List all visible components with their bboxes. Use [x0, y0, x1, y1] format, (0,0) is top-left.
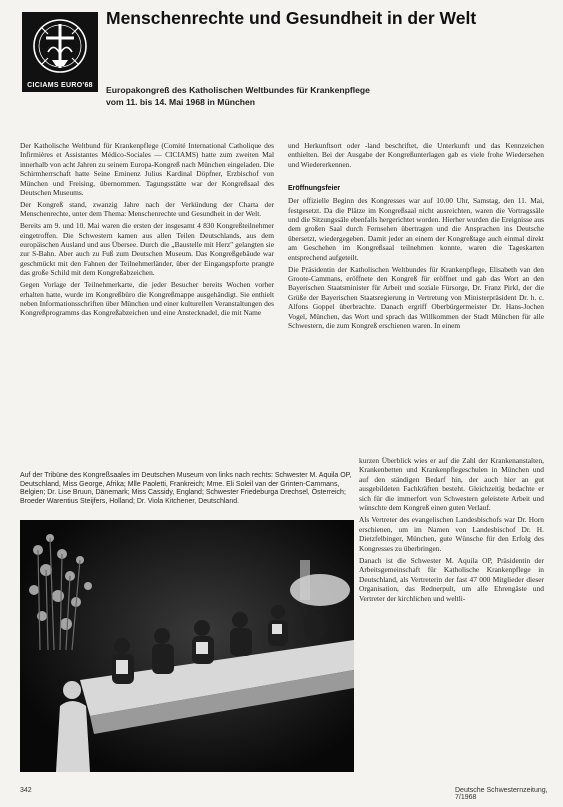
- paragraph: Der Katholische Weltbund für Krankenpflege (Comité International Catholique des Infirmières et Assistantes Médico-Sociales — CICIAMS) hatte zum zweiten Mal innerhalb von acht Jahren zu seinem Europa-Kongreß nach München eingeladen. Die Schirmherrschaft hatte Seine Eminenz Julius Kardinal Döpfner, Erzbischof von München und Freising, übernommen. Tagungsstätte war der Kongreßsaal des Deutschen Museums.: [20, 141, 274, 198]
- paragraph: Gegen Vorlage der Teilnehmerkarte, die jeder Besucher bereits Wochen vorher erhalten hatte, wurde im Kongreßbüro die Kongreßmappe ausgehändigt. Sie enthielt neben Informationsschriften über München und einer kulturellen Veranstaltungen des Kongreßprogramms das Kongreßabzeichen und eine Anstecknadel, die mit Name: [20, 280, 274, 318]
- article-subtitle: [106, 85, 546, 108]
- subtitle-line: vom 11. bis 14. Mai 1968 in München: [106, 96, 256, 107]
- section-heading: Eröffnungsfeier: [288, 185, 341, 193]
- ciciams-logo: [22, 12, 98, 92]
- subtitle-line: Europakongreß des Katholischen Weltbundes für Krankenpflege: [106, 85, 370, 95]
- photo-illustration: [20, 520, 354, 772]
- paragraph: und Herkunftsort oder -land beschriftet, die Unterkunft und das Kennzeichen enthielten. Bei der Ausgabe der Kongreßunterlagen gab es viele frohe Wiedersehen und Wiedererkennen.: [288, 141, 544, 169]
- paragraph: Danach ist die Schwester M. Aquila OP, Präsidentin der Arbeitsgemeinschaft für Katholische Krankenpflege in Deutschland, als Vertreterin der fast 47 000 Mitglieder dieser Organisation, das Rednerpult, um alle Ehrengäste und Vertreter der kirchlichen und weltli-: [359, 556, 544, 603]
- logo-caption: CICIAMS EURO'68: [27, 82, 93, 89]
- paragraph: kurzen Überblick wies er auf die Zahl der Krankenanstalten, Krankenbetten und Krankenpflegeschulen in München und auf den ständigen Bedarf hin, der auch hier an gut ausgebildeten Fachkräften besteht. Gleichzeitig bedachte er sich für die immerfort von Schwestern geleistete Arbeit und wünschte dem Kongreß einen guten Verlauf.: [359, 456, 544, 513]
- photo-caption: Auf der Tribüne des Kongreßsaales im Deutschen Museum von links nach rechts: Schwester M. Aquila OP, Deutschland, Miss George, Afrika; Mlle Paoletti, Frankreich; Mme. Eli Soleil van der Grinten-Cammans, Belgien; Dr. Lise Bruun, Dänemark; Miss Cassidy, England; Schwester Friedeburga Drechsel, Österreich; Broeder Warentius Steijfers, Holland; Dr. Viola Kitchener, Deutschland.: [20, 472, 352, 505]
- page-number: 342: [20, 787, 32, 794]
- paragraph: Als Vertreter des evangelischen Landesbischofs war Dr. Horn erschienen, um im Namen von Landesbischof Dr. H. Dietzfelbinger, München, gute Wünsche für den Erfolg des Kongresses zu überbringen.: [359, 515, 544, 553]
- paragraph: Die Präsidentin der Katholischen Weltbundes für Krankenpflege, Elisabeth van den Groote-Cammans, eröffnete den Kongreß für eröffnet und gab das Wort an den Bayerischen Staatsminister für Arbeit und soziale Fürsorge, Dr. Franz Pirkl, der die Grüße der Bayerischen Staatsregierung in Vertretung von Ministerpräsident Dr. h. c. Alfons Goppel überbrachte. Danach ergriff Oberbürgermeister Dr. Hans-Jochen Vogel, München, das Wort und sprach das Willkommen der Stadt München für alle Schwestern, die zum Kongreß erschienen waren. In einem: [288, 264, 544, 330]
- paragraph: Bereits am 9. und 10. Mai waren die ersten der insgesamt 4 830 Kongreßteilnehmer eingetroffen. Die Schwestern kamen aus allen Teilen Deutschlands, aus dem europäischen Ausland und aus Übersee. Durch die „Baustelle mit Herz" gelangten sie zur S-Bahn. Aber auch zu Fuß zum Deutschen Museum. Das Kongreßgebäude war geschmückt mit den Fahnen der Teilnehmerländer, über der Eingangspforte prangte das große Schild mit dem Kongreßabzeichen.: [20, 221, 274, 278]
- paragraph: Der offizielle Beginn des Kongresses war auf 10.00 Uhr, Samstag, den 11. Mai, festgesetzt. Da die Plätze im Kongreßsaal nicht ausreichten, waren die Vortragssäle und die Sitzungssäle ebenfalls hergerichtet worden. Hierher wurden die Ereignisse aus dem großen Saal durch Fernsehen übertragen und die Ansprachen ins Deutsche übersetzt, wiedergegeben. Damit jeder an einem der Kongreßtage auch einmal direkt am Geschehen im Kongreßsaal teilnehmen konnte, waren die Tageskarten entsprechend aufgeteilt.: [288, 196, 544, 262]
- text-column-left: [20, 141, 274, 320]
- paragraph: Der Kongreß stand, zwanzig Jahre nach der Verkündung der Charta der Menschenrechte, unter dem Thema: Menschenrechte und Gesundheit in der Welt.: [20, 199, 274, 219]
- congress-tribune-photo: [20, 520, 354, 772]
- text-column-right-narrow: [359, 456, 544, 606]
- text-column-right: [288, 141, 544, 333]
- journal-reference: Deutsche Schwesternzeitung, 7/1968: [455, 787, 548, 801]
- congress-emblem-icon: [22, 12, 98, 82]
- article-title: Menschenrechte und Gesundheit in der Welt: [106, 8, 477, 28]
